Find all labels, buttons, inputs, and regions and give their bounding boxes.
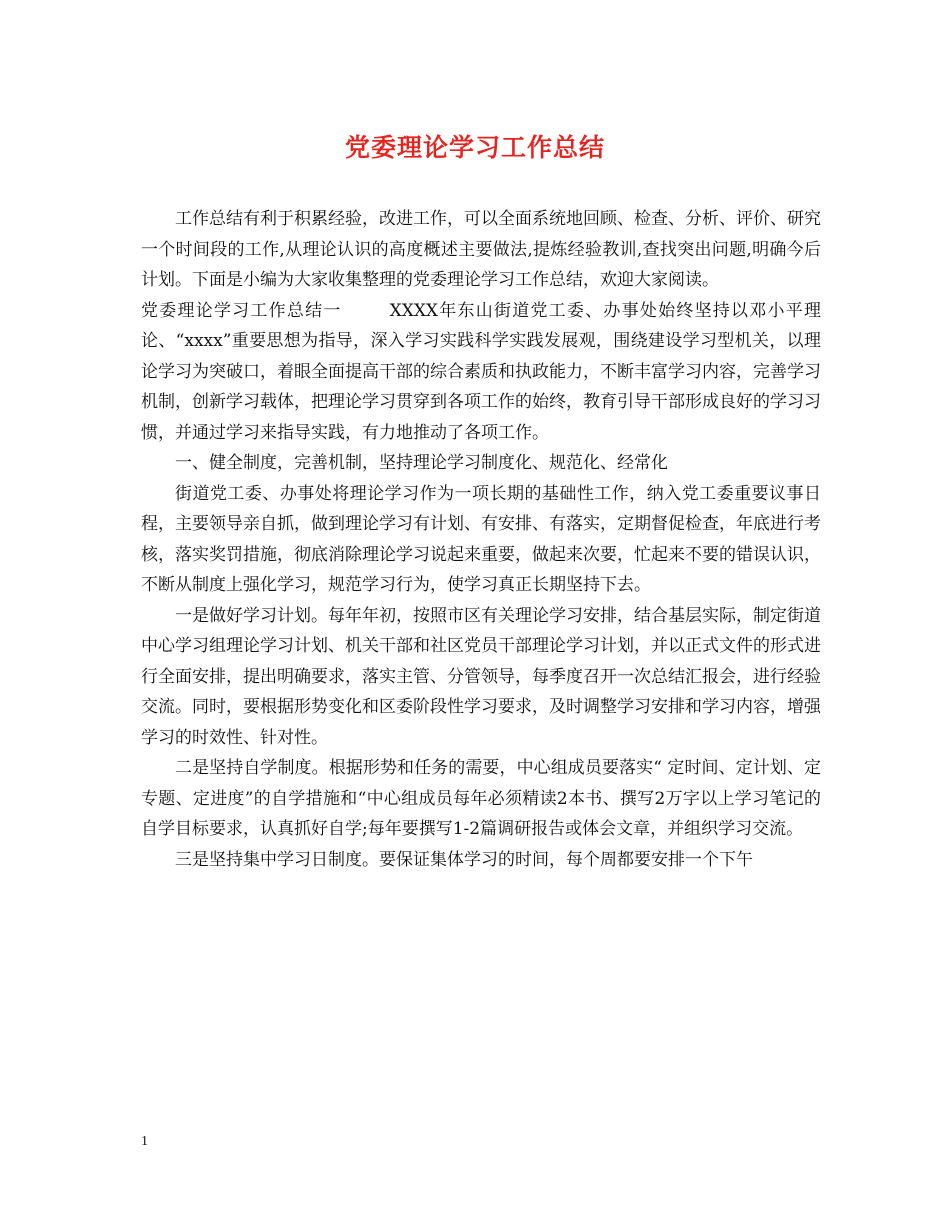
subheading-paragraph: 一、健全制度，完善机制，坚持理论学习制度化、规范化、经常化 [175, 453, 668, 473]
intro-paragraph: 工作总结有利于积累经验，改进工作，可以全面系统地回顾、检查、分析、评价、研究一个时间段的工作,从理论认识的高度概述主要做法,提炼经验教训,查找突出问题,明确今后计划。下面是小编为大家收集整理的党委理论学习工作总结，欢迎大家阅读。 [141, 209, 821, 290]
section-one-paragraph [141, 296, 821, 449]
section-heading: 党委理论学习工作总结一 [141, 300, 342, 321]
body-paragraph: 街道党工委、办事处将理论学习作为一项长期的基础性工作，纳入党工委重要议事日程，主要领导亲自抓，做到理论学习有计划、有安排、有落实，定期督促检查，年底进行考核，落实奖罚措施，彻底消除理论学习说起来重要，做起来次要，忙起来不要的错误认识，不断从制度上强化学习，规范学习行为，使学习真正长期坚持下去。 [141, 483, 821, 595]
document-body [141, 204, 821, 875]
body-paragraph: 一是做好学习计划。每年年初，按照市区有关理论学习安排，结合基层实际，制定街道中心学习组理论学习计划、机关干部和社区党员干部理论学习计划，并以正式文件的形式进行全面安排，提出明确要求，落实主管、分管领导，每季度召开一次总结汇报会，进行经验交流。同时，要根据形势变化和区委阶段性学习要求，及时调整学习安排和学习内容，增强学习的时效性、针对性。 [141, 605, 821, 748]
body-paragraph: 三是坚持集中学习日制度。要保证集体学习的时间，每个周都要安排一个下午 [175, 849, 753, 870]
page-number: 1 [141, 1134, 148, 1149]
body-paragraph: 二是坚持自学制度。根据形势和任务的需要，中心组成员要落实“ 定时间、定计划、定专题、定进度”的自学措施和“中心组成员每年必须精读2本书、撰写2万字以上学习笔记的自学目标要求，认真抓好自学;每年要撰写1-2篇调研报告或体会文章，并组织学习交流。 [141, 758, 821, 839]
section-one-text: XXXX年东山街道党工委、办事处始终坚持以邓小平理论、“xxxx”重要思想为指导，深入学习实践科学实践发展观，围绕建设学习型机关，以理论学习为突破口，着眼全面提高干部的综合素质和执政能力，不断丰富学习内容，完善学习机制，创新学习载体，把理论学习贯穿到各项工作的始终，教育引导干部形成良好的学习习惯，并通过学习来指导实践，有力地推动了各项工作。 [141, 300, 821, 443]
document-title: 党委理论学习工作总结 [344, 133, 605, 162]
